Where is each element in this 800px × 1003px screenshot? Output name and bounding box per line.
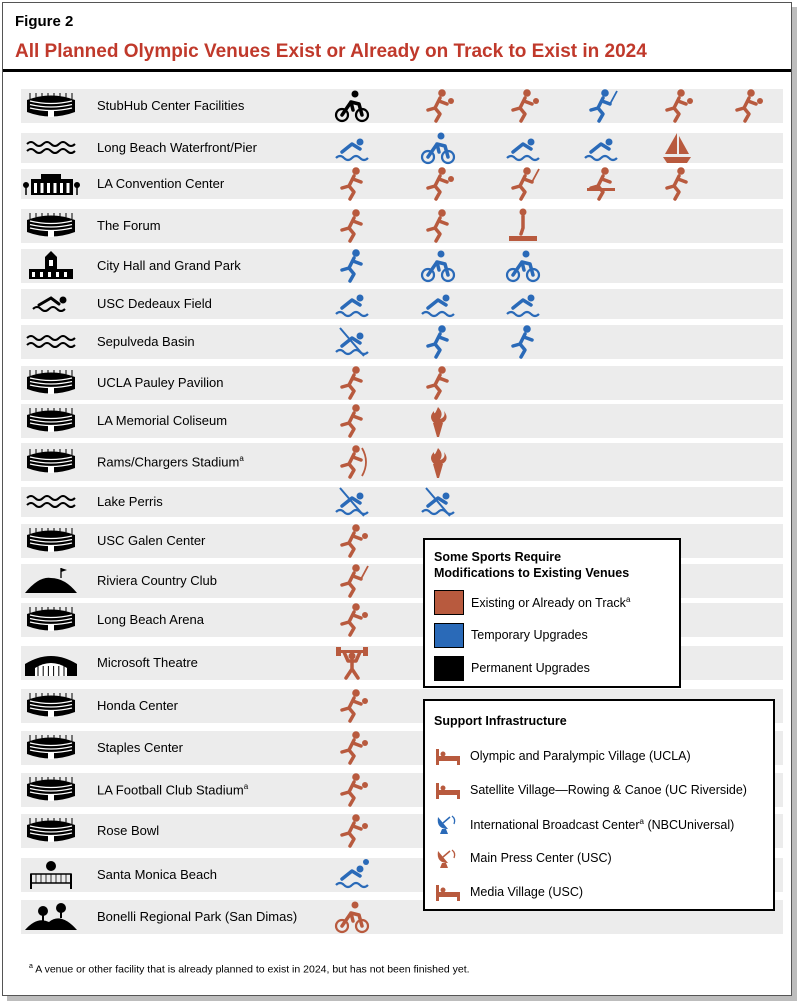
fencing-icon [505, 166, 541, 202]
venue-name [97, 218, 161, 233]
swimmer-icon [21, 289, 81, 319]
trampoline-icon [505, 208, 541, 244]
badminton-icon [334, 523, 370, 559]
swimming-icon [420, 286, 456, 322]
legend-label-permanent [471, 661, 590, 675]
infrastructure-item-text: Olympic and Paralympic Village (UCLA) [470, 749, 691, 763]
venue-name-text: StubHub Center Facilities [97, 98, 245, 113]
equestrian-icon [420, 324, 456, 360]
stadium-icon [21, 691, 81, 721]
legend-label-existing [471, 595, 630, 610]
venue-name-text: Lake Perris [97, 494, 163, 509]
satellite-dish-icon [434, 813, 462, 835]
venue-name-text: LA Football Club Stadium [97, 782, 244, 798]
judo-icon [334, 365, 370, 401]
venue-name [97, 909, 297, 924]
rowing-icon [420, 484, 456, 520]
stadium-icon [21, 775, 81, 805]
status-legend-title-line1: Some Sports Require [434, 550, 562, 564]
waves-icon [21, 487, 81, 517]
venue-name-text: USC Galen Center [97, 533, 206, 548]
venue-name [97, 698, 178, 713]
soccer-icon [334, 813, 370, 849]
infrastructure-item-suffix: (NBCUniversal) [644, 818, 735, 833]
stadium-icon [21, 406, 81, 436]
triathlon-cycling-icon [420, 130, 456, 166]
venue-name [97, 334, 195, 349]
satellite-dish-icon [434, 847, 462, 869]
rugby-icon [420, 88, 456, 124]
infrastructure-item [470, 817, 734, 832]
venue-name-text: USC Dedeaux Field [97, 296, 212, 311]
bed-icon [434, 745, 462, 767]
venue-name-text: Long Beach Waterfront/Pier [97, 140, 257, 155]
venue-name [97, 782, 248, 797]
shooting-icon [505, 324, 541, 360]
infrastructure-item-text: Main Press Center (USC) [470, 851, 612, 865]
venue-name-text: Rams/Chargers Stadium [97, 454, 240, 470]
legend-label-text: Temporary Upgrades [471, 628, 588, 642]
venue-name [97, 533, 205, 548]
boxing-icon [334, 166, 370, 202]
infrastructure-item-text: International Broadcast Center [470, 818, 640, 833]
infrastructure-footnote-marker: a [639, 817, 644, 826]
venue-name [97, 176, 224, 191]
swimming-icon [334, 130, 370, 166]
canoe-sprint-icon [334, 484, 370, 520]
archery-icon [334, 444, 370, 480]
status-legend-title-line2: Modifications to Existing Venues [434, 566, 630, 580]
venue-name [97, 258, 241, 273]
infrastructure-item [470, 851, 612, 865]
stadium-icon [21, 526, 81, 556]
infrastructure-item-text: Satellite Village—Rowing & Canoe (UC Riverside) [470, 783, 747, 797]
venue-name-text: Sepulveda Basin [97, 334, 195, 349]
venue-name-text: LA Memorial Coliseum [97, 413, 228, 428]
venue-footnote-marker: a [243, 782, 249, 791]
taekwondo-icon [659, 166, 695, 202]
title-rule [3, 69, 791, 72]
torch-icon [420, 444, 456, 480]
bed-icon [434, 779, 462, 801]
venue-name-text: Staples Center [97, 740, 183, 755]
venue-name [97, 655, 198, 670]
canoe-slalom-icon [334, 324, 370, 360]
venue-name [97, 140, 257, 155]
weightlifting-icon [334, 645, 370, 681]
figure-frame [2, 2, 792, 996]
footnote [29, 963, 470, 976]
track-cycling-icon [334, 88, 370, 124]
stadium-icon [21, 368, 81, 398]
legend-swatch-temporary [434, 623, 464, 648]
convention-center-icon [21, 169, 81, 199]
infrastructure-item-text: Media Village (USC) [470, 885, 584, 899]
venue-name [97, 823, 159, 838]
road-cycling-time-trial-icon [505, 248, 541, 284]
athletics-icon [334, 403, 370, 439]
rhythmic-gymnastics-icon [420, 208, 456, 244]
stadium-icon [21, 733, 81, 763]
legend-label-text: Permanent Upgrades [471, 661, 590, 675]
legend-label-temporary [471, 628, 588, 642]
soccer-icon [334, 772, 370, 808]
theatre-icon [21, 648, 81, 678]
venue-name-text: Bonelli Regional Park (San Dimas) [97, 909, 298, 924]
hockey-icon [583, 88, 619, 124]
waves-icon [21, 133, 81, 163]
golf-hill-icon [21, 566, 81, 596]
synchronized-swimming-icon [505, 286, 541, 322]
venue-name-text: Santa Monica Beach [97, 867, 217, 882]
beach-volleyball-net-icon [21, 860, 81, 890]
venue-name [97, 375, 223, 390]
venue-name-text: UCLA Pauley Pavilion [97, 375, 224, 390]
road-cycling-icon [420, 248, 456, 284]
infrastructure-item [470, 885, 583, 899]
venue-name-text: Long Beach Arena [97, 612, 204, 627]
mountain-bike-icon [334, 899, 370, 935]
marathon-swimming-icon [505, 130, 541, 166]
infrastructure-legend [423, 699, 775, 911]
venue-name [97, 413, 227, 428]
legend-label-text: Existing or Already on Track [471, 596, 626, 611]
legend-swatch-existing [434, 590, 464, 615]
venue-name-text: Honda Center [97, 698, 178, 713]
diving-icon [334, 286, 370, 322]
footnote-text: A venue or other facility that is already planned to exist in 2024, but has not been finished yet. [32, 963, 470, 976]
venue-name [97, 454, 244, 469]
infrastructure-item [470, 749, 691, 763]
marathon-icon [334, 248, 370, 284]
table-tennis-icon [583, 166, 619, 202]
venue-name-text: Riviera Country Club [97, 573, 217, 588]
venue-name [97, 98, 244, 113]
stadium-icon [21, 816, 81, 846]
figure-label: Figure 2 [15, 13, 74, 30]
venue-name [97, 740, 183, 755]
bed-icon [434, 881, 462, 903]
legend-swatch-permanent [434, 656, 464, 681]
infrastructure-item [470, 783, 747, 797]
waves-icon [21, 327, 81, 357]
venue-name-text: Microsoft Theatre [97, 655, 198, 670]
footnote-marker: a [29, 963, 33, 970]
venue-name-text: LA Convention Center [97, 176, 225, 191]
sailing-icon [659, 130, 695, 166]
golf-icon [334, 563, 370, 599]
legend-footnote-marker: a [625, 595, 631, 604]
park-hills-icon [21, 902, 81, 932]
venue-footnote-marker: a [239, 454, 244, 463]
stadium-icon [21, 605, 81, 635]
venue-name [97, 867, 217, 882]
status-legend [423, 538, 681, 688]
stadium-icon [21, 91, 81, 121]
stadium-icon [21, 211, 81, 241]
venue-name [97, 612, 204, 627]
beach-volleyball-icon [334, 857, 370, 893]
venue-name [97, 573, 217, 588]
handball-icon [334, 602, 370, 638]
venue-name [97, 494, 163, 509]
infrastructure-legend-title: Support Infrastructure [434, 714, 567, 728]
basketball-icon [334, 730, 370, 766]
figure-title: All Planned Olympic Venues Exist or Already on Track to Exist in 2024 [15, 41, 647, 62]
rugby-sevens-icon [729, 88, 765, 124]
venue-name-text: The Forum [97, 218, 161, 233]
football-icon [505, 88, 541, 124]
venue-name-text: Rose Bowl [97, 823, 160, 838]
artistic-gymnastics-icon [334, 208, 370, 244]
torch-icon [420, 403, 456, 439]
wrestling-icon [420, 365, 456, 401]
stadium-icon [21, 447, 81, 477]
venue-name-text: City Hall and Grand Park [97, 258, 241, 273]
basketball-icon [420, 166, 456, 202]
water-polo-icon [583, 130, 619, 166]
volleyball-icon [334, 688, 370, 724]
tennis-icon [659, 88, 695, 124]
city-hall-icon [21, 251, 81, 281]
venue-name [97, 296, 212, 311]
